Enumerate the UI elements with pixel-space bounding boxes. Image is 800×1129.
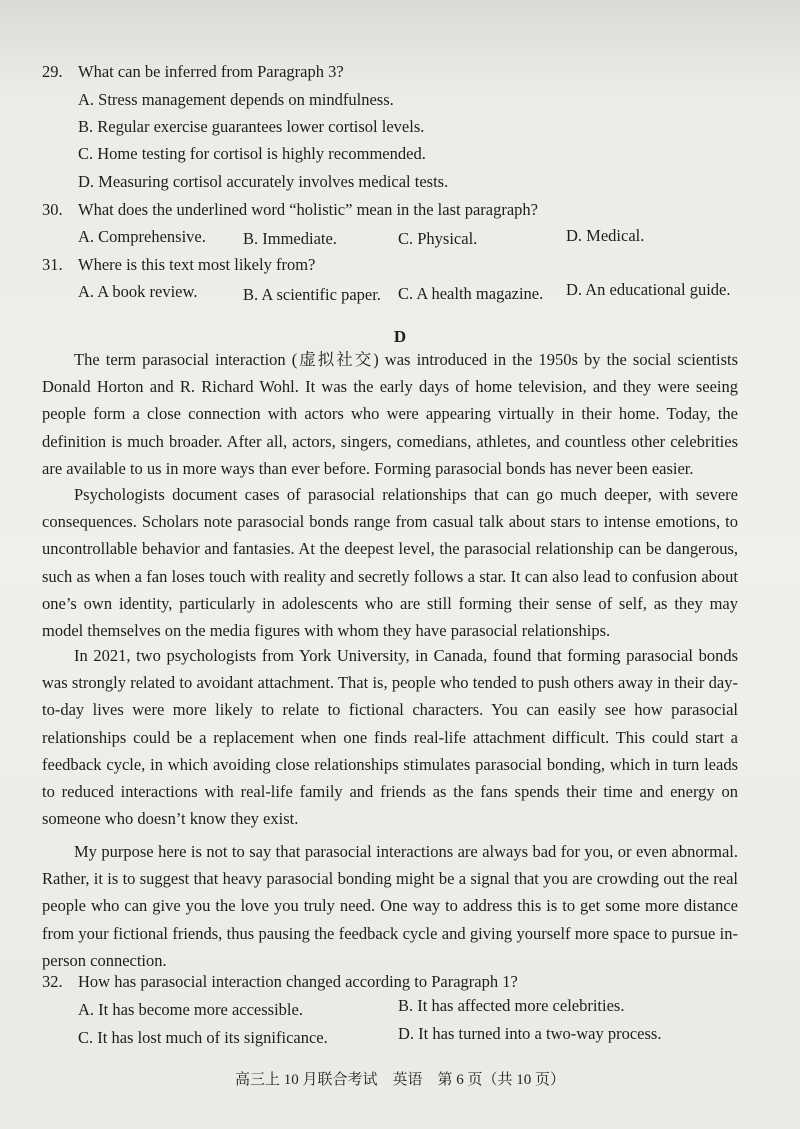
passage-paragraph-1: The term parasocial interaction (虚拟社交) was introduced in the 1950s by the social scientists Donald Horton and R. Richard Wohl. It was the early days of home television, and they were seeing people form a close connection with actors who were appearing virtually in their home. Today, the definition is much broader. After all, actors, singers, comedians, athletes, and countless other celebrities are available to us in more ways than ever before. Forming parasocial bonds has never been easier. — [42, 350, 738, 478]
question-31-option-d: D. An educational guide. — [566, 280, 731, 299]
question-30-option-b: B. Immediate. — [243, 229, 337, 248]
question-31-option-b: B. A scientific paper. — [243, 285, 381, 304]
question-32-option-a: A. It has become more accessible. — [78, 1000, 303, 1019]
passage-paragraph-4: My purpose here is not to say that parasocial interactions are always bad for you, or even abnormal. Rather, it is to suggest that heavy parasocial bonding might be a signal that you are crowding out the real people who can give you the love you truly need. One way to address this is to get some more distance from your fictional friends, thus pausing the feedback cycle and giving yourself more space to pursue in-person connection. — [42, 842, 738, 970]
passage-paragraph-3: In 2021, two psychologists from York University, in Canada, found that forming parasocial bonds was strongly related to avoidant attachment. That is, people who tended to push others away in their day-to-day lives were more likely to relate to fictional characters. You can easily see how parasocial relationships could be a replacement when one finds real-life attachment difficult. This could start a feedback cycle, in which avoiding close relationships stimulates parasocial bonding, which in turn leads to reduced interactions with real-life family and friends as the fans spends their time and energy on someone who doesn’t know they exist. — [42, 646, 738, 829]
question-30-option-d: D. Medical. — [566, 226, 645, 245]
question-31-option-a: A. A book review. — [78, 282, 198, 301]
page-footer: 高三上 10 月联合考试 英语 第 6 页（共 10 页） — [234, 1072, 565, 1088]
question-29-option-c: C. Home testing for cortisol is highly recommended. — [78, 144, 426, 163]
question-30-stem: 30. What does the underlined word “holistic” mean in the last paragraph? — [42, 200, 539, 219]
question-29-option-d: D. Measuring cortisol accurately involves medical tests. — [78, 172, 449, 191]
question-29-stem: 29. What can be inferred from Paragraph 3? — [42, 62, 344, 81]
question-32-option-b: B. It has affected more celebrities. — [398, 996, 625, 1015]
question-32-option-c: C. It has lost much of its significance. — [78, 1028, 328, 1047]
passage-paragraph-2: Psychologists document cases of parasocial relationships that can go much deeper, with severe consequences. Scholars note parasocial bonds range from casual talk about stars to intense emotions, to uncontrollable behavior and fantasies. At the deepest level, the parasocial relationship can be dangerous, such as when a fan loses touch with reality and secretly follows a star. It can also lead to confusion about one’s own identity, particularly in adolescents who are still forming their sense of self, as they may model themselves on the media figures with whom they have parasocial relationships. — [42, 485, 738, 641]
question-31-stem: 31. Where is this text most likely from? — [42, 255, 316, 274]
question-29-option-b: B. Regular exercise guarantees lower cortisol levels. — [78, 117, 425, 136]
question-29-option-a: A. Stress management depends on mindfulness. — [78, 90, 394, 109]
section-title: D — [393, 327, 407, 346]
question-30-option-c: C. Physical. — [398, 229, 478, 248]
question-32-option-d: D. It has turned into a two-way process. — [398, 1024, 662, 1043]
question-32-stem: 32. How has parasocial interaction changed according to Paragraph 1? — [42, 972, 518, 991]
question-30-option-a: A. Comprehensive. — [78, 227, 206, 246]
question-31-option-c: C. A health magazine. — [398, 284, 544, 303]
